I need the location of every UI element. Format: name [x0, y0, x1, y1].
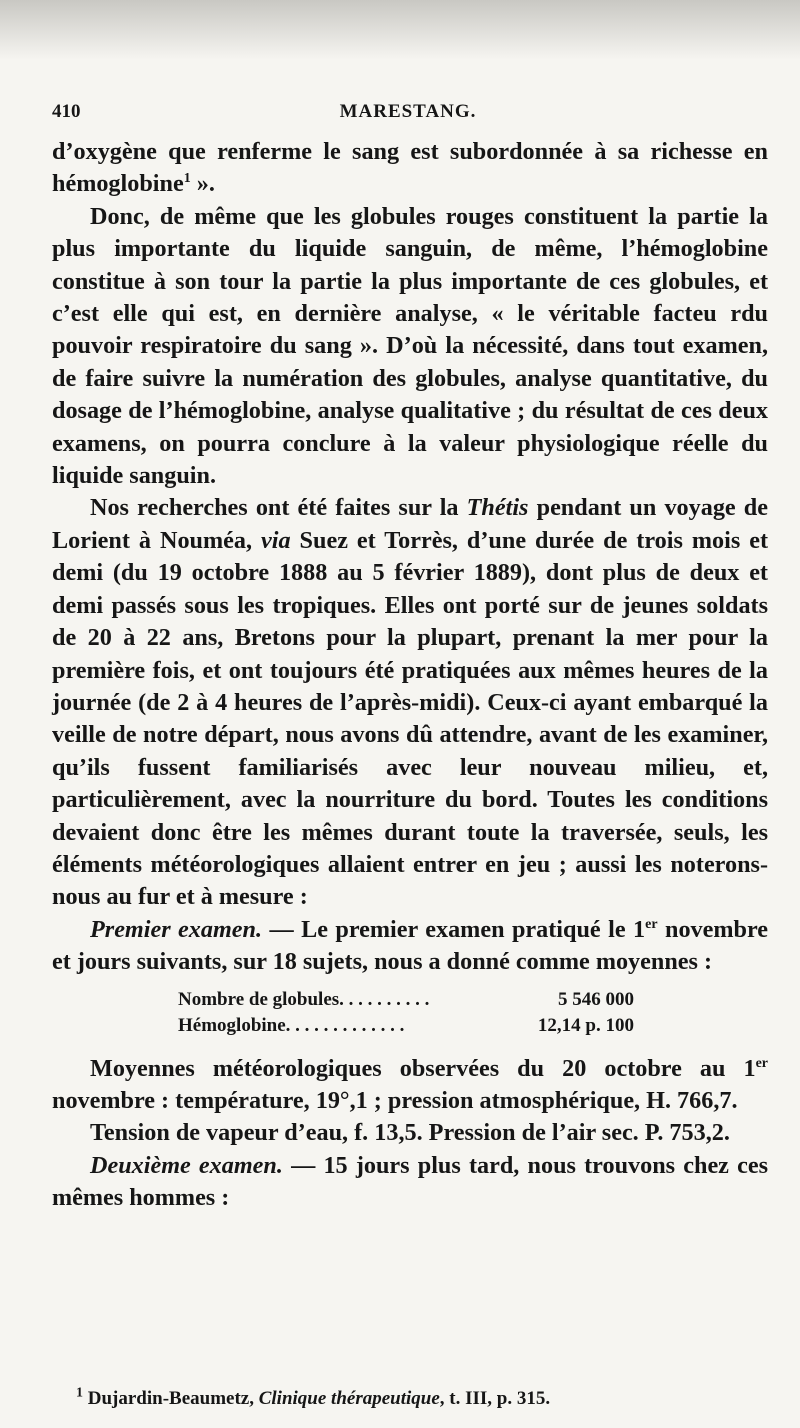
paragraph-vapor: Tension de vapeur d’eau, f. 13,5. Pression de l’air sec. P. 753,2. [90, 1119, 730, 1147]
row-value: 12,14 p. 100 [537, 1014, 634, 1036]
paragraph-second-exam: Deuxième examen. — 15 jours plus tard, nous trouvons chez ces mêmes hommes : [52, 1151, 768, 1212]
row-label: Hémoglobine. . . . . . . . . . . . . [178, 1014, 405, 1036]
second-exam-title: Deuxième examen. [90, 1151, 283, 1179]
via-word: via [261, 526, 291, 554]
footnote-book-title: Clinique thérapeutique [258, 1388, 440, 1409]
ship-name: Thétis [466, 494, 529, 522]
paragraph-meteo: Moyennes météorologiques observées du 20 octobre au 1er novembre : température, 19°,1 ; pression atmosphérique, H. 766,7. [52, 1054, 768, 1114]
table-row [178, 987, 634, 1013]
paragraph-continuation: d’oxygène que renferme le sang est subordonnée à sa richesse en hémoglobine$^1$ ». [52, 138, 768, 198]
paragraph-voyage: Nos recherches ont été faites sur la Thétis pendant un voyage de Lorient à Nouméa, via Suez et Torrès, d’une durée de trois mois et demi (du 19 octobre 1888 au 5 février 1889), dont plus de deux et demi passés sous les tropiques. Elles ont porté sur de jeunes soldats de 20 à 22 ans, Bretons pour la plupart, prenant la mer pour la première fois, et ont toujours été pratiquées aux mêmes heures de la journée (de 2 à 4 heures de l’après-midi). Ceux-ci ayant embarqué la veille de notre départ, nous avons dû attendre, avant de les examiner, qu’ils fussent familiarisés avec leur nouveau milieu, et, particulièrement, avec la nourriture du bord. Toutes les conditions devaient donc être les mêmes durant toute la traversée, seuls, les éléments météorologiques allaient entrer en jeu ; aussi les noterons-nous au fur et à mesure : [52, 494, 769, 911]
page-header [52, 101, 764, 127]
table-row [178, 1013, 634, 1039]
row-label: Nombre de globules. . . . . . . . . . [178, 988, 430, 1010]
body-text [52, 136, 768, 1215]
footnote-ref: 1 [183, 171, 191, 187]
first-exam-title: Premier examen. [90, 915, 263, 943]
scan-shadow [0, 0, 800, 60]
paragraph-hemoglobin: Donc, de même que les globules rouges constituent la partie la plus importante du liquide sanguin, de même, l’hémoglobine constitue à son tour la partie la plus importante de ces globules, et c’est elle qui est, en dernière analyse, « le véritable facteu rdu pouvoir respiratoire du sang ». D’où la nécessité, dans tout examen, de faire suivre la numération des globules, analyse quantitative, du dosage de l’hémoglobine, analyse qualitative ; du résultat de ces deux examens, on pourra conclure à la valeur physiologique réelle du liquide sanguin. [52, 202, 768, 490]
row-value: 5 546 000 [558, 988, 634, 1010]
page-number: 410 [52, 101, 81, 122]
footnote: $^1$ Dujardin-Beaumetz, Clinique thérapeutique, t. III, p. 315. [76, 1385, 551, 1409]
results-table [178, 987, 634, 1039]
paragraph-first-exam: Premier examen. — Le premier examen pratiqué le 1er novembre et jours suivants, sur 18 sujets, nous a donné comme moyennes : [52, 915, 769, 976]
running-title: MARESTANG. [339, 101, 477, 122]
footnote-marker: 1 [76, 1385, 83, 1401]
